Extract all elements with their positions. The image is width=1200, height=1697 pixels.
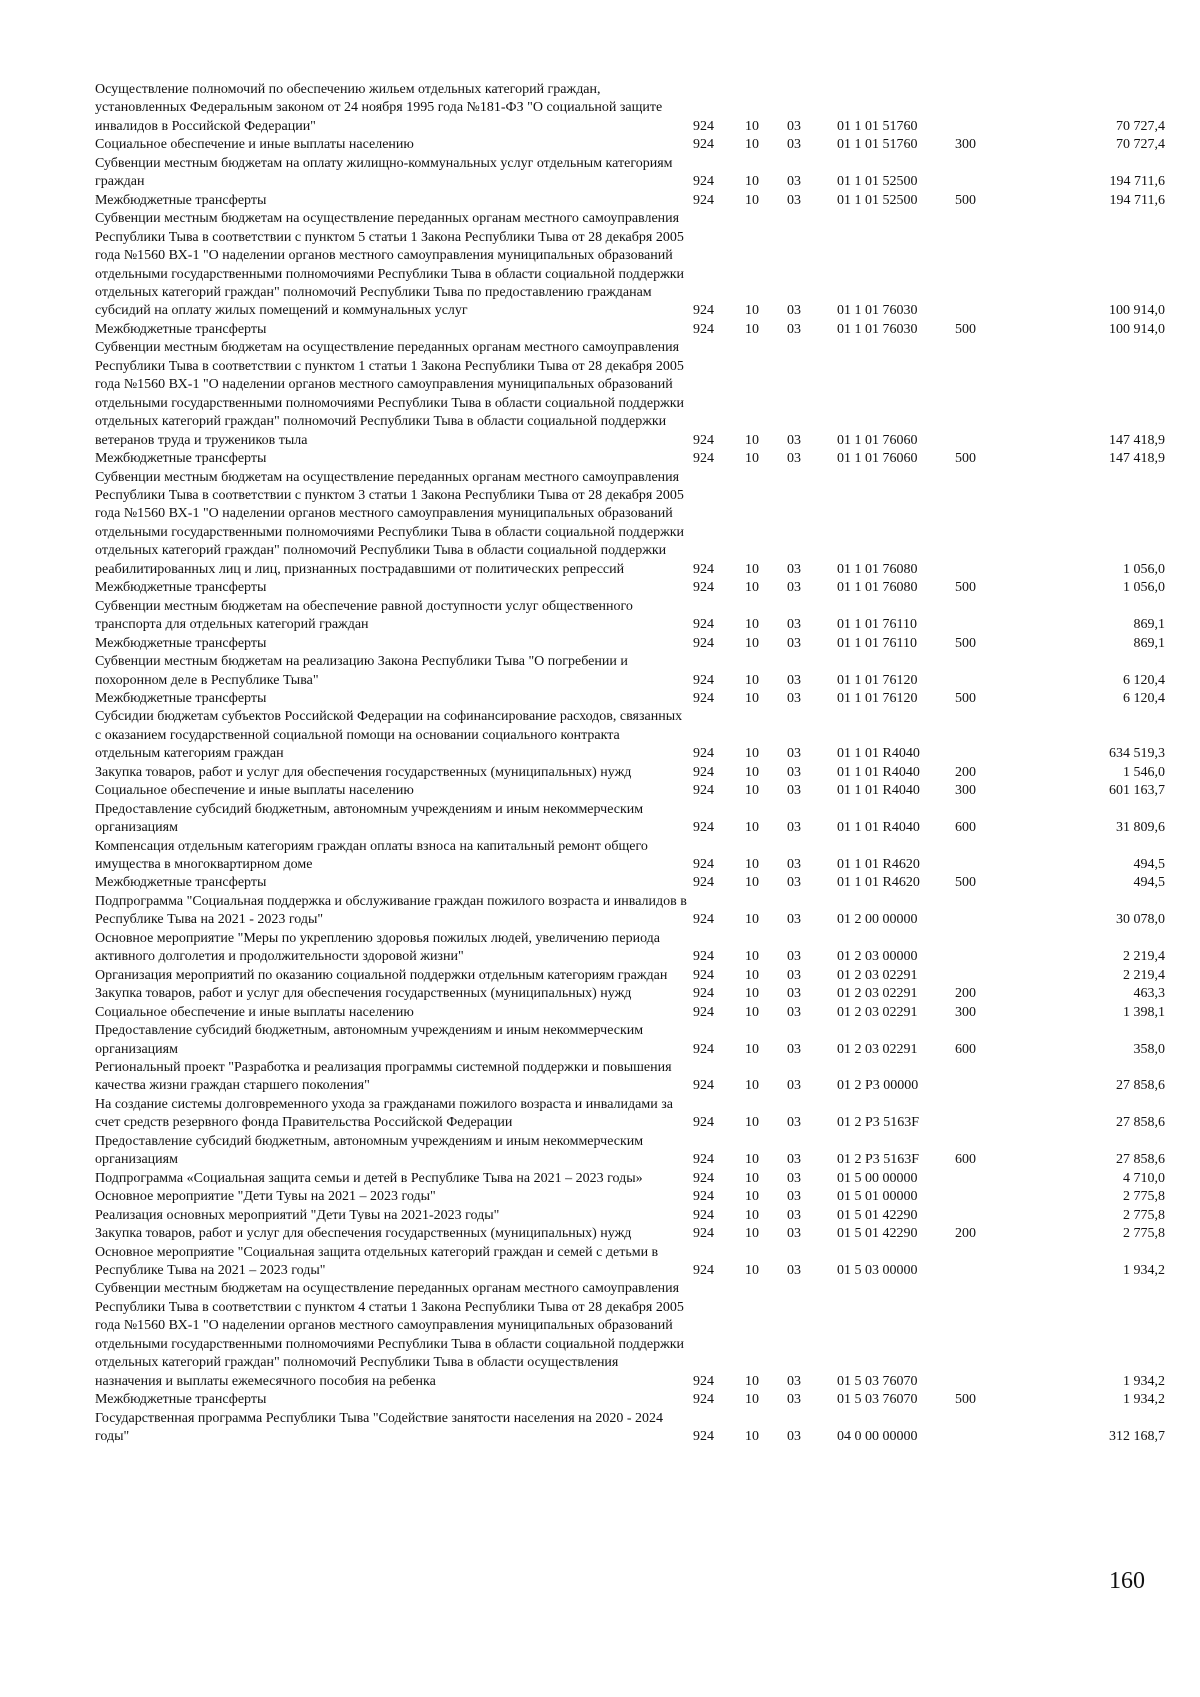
ministry-code: 924 bbox=[693, 764, 714, 780]
ministry-code: 924 bbox=[693, 1373, 714, 1389]
expense-name: Закупка товаров, работ и услуг для обеспечения государственных (муниципальных) нужд bbox=[95, 1226, 632, 1242]
expense-type-code: 200 bbox=[955, 986, 976, 1002]
table-row bbox=[95, 1096, 1165, 1133]
target-article-code: 01 1 01 76030 bbox=[837, 303, 918, 319]
subsection-code: 03 bbox=[787, 137, 801, 153]
amount: 358,0 bbox=[1133, 1041, 1165, 1057]
target-article-code: 01 1 01 52500 bbox=[837, 174, 918, 190]
amount: 31 809,6 bbox=[1116, 820, 1165, 836]
expense-type-code: 200 bbox=[955, 764, 976, 780]
subsection-code: 03 bbox=[787, 1152, 801, 1168]
subsection-code: 03 bbox=[787, 580, 801, 596]
section-code: 10 bbox=[745, 432, 759, 448]
section-code: 10 bbox=[745, 967, 759, 983]
page-number: 160 bbox=[1109, 1568, 1145, 1594]
target-article-code: 01 1 01 76060 bbox=[837, 451, 918, 467]
expense-name: Основное мероприятие "Меры по укреплению здоровья пожилых людей, увеличению периода активного долголетия и продолжительности здоровой жизни" bbox=[95, 930, 661, 965]
amount: 194 711,6 bbox=[1109, 192, 1165, 208]
expense-type-code bbox=[955, 598, 1015, 635]
expense-type-code bbox=[955, 155, 1015, 192]
table-row bbox=[95, 1188, 1165, 1206]
subsection-code: 03 bbox=[787, 303, 801, 319]
section-code: 10 bbox=[745, 1041, 759, 1057]
table-row bbox=[95, 155, 1165, 192]
table-row bbox=[95, 1410, 1165, 1447]
section-code: 10 bbox=[745, 137, 759, 153]
table-row bbox=[95, 635, 1165, 653]
ministry-code: 924 bbox=[693, 986, 714, 1002]
ministry-code: 924 bbox=[693, 690, 714, 706]
expense-type-code: 600 bbox=[955, 1041, 976, 1057]
budget-table-body bbox=[95, 81, 1165, 1447]
budget-table bbox=[95, 81, 1165, 1447]
table-row bbox=[95, 838, 1165, 875]
section-code: 10 bbox=[745, 912, 759, 928]
ministry-code: 924 bbox=[693, 1004, 714, 1020]
expense-type-code bbox=[955, 1096, 1015, 1133]
table-row bbox=[95, 1225, 1165, 1243]
expense-type-code bbox=[955, 1410, 1015, 1447]
table-row bbox=[95, 1022, 1165, 1059]
target-article-code: 01 1 01 76120 bbox=[837, 690, 918, 706]
amount: 147 418,9 bbox=[1109, 451, 1165, 467]
subsection-code: 03 bbox=[787, 1041, 801, 1057]
expense-name: Межбюджетные трансферты bbox=[95, 875, 267, 891]
expense-name: Субвенции местным бюджетам на оплату жилищно-коммунальных услуг отдельным категориям граждан bbox=[95, 155, 673, 190]
target-article-code: 01 1 01 76110 bbox=[837, 635, 917, 651]
subsection-code: 03 bbox=[787, 451, 801, 467]
subsection-code: 03 bbox=[787, 1115, 801, 1131]
target-article-code: 01 5 01 00000 bbox=[837, 1189, 918, 1205]
table-row bbox=[95, 782, 1165, 800]
expense-type-code bbox=[955, 1244, 1015, 1281]
ministry-code: 924 bbox=[693, 617, 714, 633]
ministry-code: 924 bbox=[693, 783, 714, 799]
table-row bbox=[95, 1244, 1165, 1281]
target-article-code: 01 1 01 76080 bbox=[837, 561, 918, 577]
table-row bbox=[95, 81, 1165, 136]
expense-name: Организация мероприятий по оказанию социальной поддержки отдельным категориям граждан bbox=[95, 967, 668, 983]
target-article-code: 01 1 01 R4620 bbox=[837, 857, 920, 873]
subsection-code: 03 bbox=[787, 690, 801, 706]
target-article-code: 01 2 03 02291 bbox=[837, 967, 918, 983]
table-row bbox=[95, 1170, 1165, 1188]
target-article-code: 01 5 03 00000 bbox=[837, 1263, 918, 1278]
table-row bbox=[95, 1059, 1165, 1096]
ministry-code: 924 bbox=[693, 174, 714, 190]
table-row bbox=[95, 136, 1165, 154]
amount: 1 056,0 bbox=[1123, 561, 1165, 577]
table-row bbox=[95, 469, 1165, 580]
amount: 312 168,7 bbox=[1109, 1429, 1165, 1445]
expense-name: Основное мероприятие "Социальная защита отдельных категорий граждан и семей с детьми в Республике Тыва на 2021 – 2023 годы" bbox=[95, 1244, 659, 1278]
amount: 1 934,2 bbox=[1123, 1373, 1165, 1389]
table-row bbox=[95, 653, 1165, 690]
expense-type-code: 500 bbox=[955, 690, 976, 706]
ministry-code: 924 bbox=[693, 1207, 714, 1223]
ministry-code: 924 bbox=[693, 967, 714, 983]
expense-type-code bbox=[955, 469, 1015, 580]
ministry-code: 924 bbox=[693, 192, 714, 208]
subsection-code: 03 bbox=[787, 1263, 801, 1278]
table-row bbox=[95, 598, 1165, 635]
table-row bbox=[95, 1133, 1165, 1170]
expense-name: Региональный проект "Разработка и реализация программы системной поддержки и повышения качества жизни граждан старшего поколения" bbox=[95, 1060, 672, 1094]
section-code: 10 bbox=[745, 764, 759, 780]
amount: 2 775,8 bbox=[1123, 1189, 1165, 1205]
expense-name: Социальное обеспечение и иные выплаты населению bbox=[95, 137, 414, 153]
table-row bbox=[95, 450, 1165, 468]
ministry-code: 924 bbox=[693, 321, 714, 337]
expense-name: Социальное обеспечение и иные выплаты населению bbox=[95, 1004, 414, 1020]
expense-name: На создание системы долговременного ухода за гражданами пожилого возраста и инвалидами за счет средств резервного фонда Правительства Российской Федерации bbox=[95, 1096, 673, 1131]
expense-name: Межбюджетные трансферты bbox=[95, 690, 267, 706]
target-article-code: 01 2 P3 5163F bbox=[837, 1115, 920, 1131]
target-article-code: 01 1 01 76080 bbox=[837, 580, 918, 596]
subsection-code: 03 bbox=[787, 635, 801, 651]
expense-type-code bbox=[955, 210, 1015, 321]
subsection-code: 03 bbox=[787, 746, 801, 762]
subsection-code: 03 bbox=[787, 432, 801, 448]
subsection-code: 03 bbox=[787, 1226, 801, 1242]
subsection-code: 03 bbox=[787, 1207, 801, 1223]
subsection-code: 03 bbox=[787, 321, 801, 337]
section-code: 10 bbox=[745, 857, 759, 873]
expense-type-code bbox=[955, 81, 1015, 136]
expense-name: Компенсация отдельным категориям граждан оплаты взноса на капитальный ремонт общего имущества в многоквартирном доме bbox=[95, 838, 648, 873]
table-row bbox=[95, 210, 1165, 321]
expense-type-code: 300 bbox=[955, 137, 976, 153]
amount: 869,1 bbox=[1133, 635, 1165, 651]
target-article-code: 01 5 01 42290 bbox=[837, 1226, 918, 1242]
amount: 1 398,1 bbox=[1123, 1004, 1165, 1020]
expense-type-code bbox=[955, 838, 1015, 875]
ministry-code: 924 bbox=[693, 820, 714, 836]
section-code: 10 bbox=[745, 1207, 759, 1223]
amount: 27 858,6 bbox=[1116, 1078, 1165, 1094]
subsection-code: 03 bbox=[787, 174, 801, 190]
table-row bbox=[95, 321, 1165, 339]
subsection-code: 03 bbox=[787, 967, 801, 983]
expense-name: Реализация основных мероприятий "Дети Тувы на 2021-2023 годы" bbox=[95, 1207, 500, 1223]
expense-type-code: 600 bbox=[955, 1152, 976, 1168]
expense-name: Предоставление субсидий бюджетным, автономным учреждениям и иным некоммерческим организациям bbox=[95, 1133, 644, 1168]
section-code: 10 bbox=[745, 783, 759, 799]
table-row bbox=[95, 764, 1165, 782]
subsection-code: 03 bbox=[787, 764, 801, 780]
table-row bbox=[95, 874, 1165, 892]
expense-name: Подпрограмма «Социальная защита семьи и детей в Республике Тыва на 2021 – 2023 годы» bbox=[95, 1170, 643, 1186]
amount: 6 120,4 bbox=[1123, 690, 1165, 706]
ministry-code: 924 bbox=[693, 672, 714, 688]
expense-type-code bbox=[955, 893, 1015, 930]
subsection-code: 03 bbox=[787, 949, 801, 965]
ministry-code: 924 bbox=[693, 580, 714, 596]
section-code: 10 bbox=[745, 1392, 759, 1408]
subsection-code: 03 bbox=[787, 1429, 801, 1445]
amount: 1 934,2 bbox=[1123, 1263, 1165, 1278]
ministry-code: 924 bbox=[693, 1152, 714, 1168]
target-article-code: 01 5 01 42290 bbox=[837, 1207, 918, 1223]
expense-name: Субвенции местным бюджетам на осуществление переданных органам местного самоуправления Республики Тыва в соответствии с пунктом 4 статьи 1 Закона Республики Тыва от 28 декабря 2005 года №1560 ВХ-1 "О наделении органов местного самоуправления муниципальных образований отдельными государственными полномочиями Республики Тыва в области социальной поддержки отдельных категорий граждан" полномочий Республики Тыва в области осуществления назначения и выплаты ежемесячного пособия на ребенка bbox=[95, 1281, 685, 1389]
expense-type-code bbox=[955, 967, 1015, 985]
amount: 4 710,0 bbox=[1123, 1170, 1165, 1186]
ministry-code: 924 bbox=[693, 451, 714, 467]
amount: 100 914,0 bbox=[1109, 303, 1165, 319]
section-code: 10 bbox=[745, 303, 759, 319]
subsection-code: 03 bbox=[787, 1392, 801, 1408]
target-article-code: 01 1 01 R4040 bbox=[837, 764, 920, 780]
subsection-code: 03 bbox=[787, 1004, 801, 1020]
expense-type-code: 500 bbox=[955, 192, 976, 208]
expense-name: Межбюджетные трансферты bbox=[95, 1392, 267, 1408]
expense-name: Межбюджетные трансферты bbox=[95, 192, 267, 208]
table-row bbox=[95, 708, 1165, 763]
target-article-code: 01 2 03 02291 bbox=[837, 986, 918, 1002]
amount: 27 858,6 bbox=[1116, 1152, 1165, 1168]
expense-name: Предоставление субсидий бюджетным, автономным учреждениям и иным некоммерческим организациям bbox=[95, 1023, 644, 1057]
expense-name: Подпрограмма "Социальная поддержка и обслуживание граждан пожилого возраста и инвалидов в Республике Тыва на 2021 - 2023 годы" bbox=[95, 893, 687, 928]
section-code: 10 bbox=[745, 1429, 759, 1445]
section-code: 10 bbox=[745, 617, 759, 633]
expense-type-code: 300 bbox=[955, 1004, 976, 1020]
amount: 27 858,6 bbox=[1116, 1115, 1165, 1131]
expense-name: Предоставление субсидий бюджетным, автономным учреждениям и иным некоммерческим организациям bbox=[95, 801, 644, 836]
section-code: 10 bbox=[745, 1263, 759, 1278]
section-code: 10 bbox=[745, 580, 759, 596]
ministry-code: 924 bbox=[693, 118, 714, 134]
amount: 1 934,2 bbox=[1123, 1392, 1165, 1408]
amount: 869,1 bbox=[1133, 617, 1165, 633]
amount: 147 418,9 bbox=[1109, 432, 1165, 448]
subsection-code: 03 bbox=[787, 118, 801, 134]
amount: 463,3 bbox=[1133, 986, 1165, 1002]
subsection-code: 03 bbox=[787, 820, 801, 836]
target-article-code: 01 1 01 R4040 bbox=[837, 783, 920, 799]
section-code: 10 bbox=[745, 635, 759, 651]
target-article-code: 01 2 P3 5163F bbox=[837, 1152, 920, 1168]
section-code: 10 bbox=[745, 451, 759, 467]
expense-name: Осуществление полномочий по обеспечению жильем отдельных категорий граждан, установленных Федеральным законом от 24 ноября 1995 года №181-ФЗ "О социальной защите инвалидов в Российской Федерации" bbox=[95, 82, 663, 134]
section-code: 10 bbox=[745, 174, 759, 190]
expense-type-code bbox=[955, 1188, 1015, 1206]
table-row bbox=[95, 893, 1165, 930]
table-row bbox=[95, 1004, 1165, 1022]
expense-name: Закупка товаров, работ и услуг для обеспечения государственных (муниципальных) нужд bbox=[95, 764, 632, 780]
expense-name: Межбюджетные трансферты bbox=[95, 635, 267, 651]
ministry-code: 924 bbox=[693, 1392, 714, 1408]
expense-name: Основное мероприятие "Дети Тувы на 2021 – 2023 годы" bbox=[95, 1189, 436, 1205]
expense-type-code: 200 bbox=[955, 1226, 976, 1242]
ministry-code: 924 bbox=[693, 857, 714, 873]
subsection-code: 03 bbox=[787, 617, 801, 633]
ministry-code: 924 bbox=[693, 432, 714, 448]
ministry-code: 924 bbox=[693, 1226, 714, 1242]
amount: 1 056,0 bbox=[1123, 580, 1165, 596]
ministry-code: 924 bbox=[693, 561, 714, 577]
target-article-code: 01 1 01 76120 bbox=[837, 672, 918, 688]
table-row bbox=[95, 1280, 1165, 1391]
expense-name: Субвенции местным бюджетам на обеспечение равной доступности услуг общественного транспорта для отдельных категорий граждан bbox=[95, 598, 633, 633]
amount: 494,5 bbox=[1133, 875, 1165, 891]
section-code: 10 bbox=[745, 1078, 759, 1094]
expense-name: Закупка товаров, работ и услуг для обеспечения государственных (муниципальных) нужд bbox=[95, 986, 632, 1002]
amount: 70 727,4 bbox=[1116, 118, 1165, 134]
ministry-code: 924 bbox=[693, 1041, 714, 1057]
amount: 6 120,4 bbox=[1123, 672, 1165, 688]
ministry-code: 924 bbox=[693, 1115, 714, 1131]
target-article-code: 01 5 03 76070 bbox=[837, 1373, 918, 1389]
target-article-code: 01 2 P3 00000 bbox=[837, 1078, 919, 1094]
table-row bbox=[95, 801, 1165, 838]
expense-name: Субвенции местным бюджетам на осуществление переданных органам местного самоуправления Республики Тыва в соответствии с пунктом 5 статьи 1 Закона Республики Тыва от 28 декабря 2005 года №1560 ВХ-1 "О наделении органов местного самоуправления муниципальных образований отдельными государственными полномочиями Республики Тыва в области социальной поддержки отдельных категорий граждан" полномочий Республики Тыва по предоставлению гражданам субсидий на оплату жилых помещений и коммунальных услуг bbox=[95, 211, 685, 319]
section-code: 10 bbox=[745, 1373, 759, 1389]
section-code: 10 bbox=[745, 1170, 759, 1186]
section-code: 10 bbox=[745, 746, 759, 762]
table-row bbox=[95, 192, 1165, 210]
section-code: 10 bbox=[745, 820, 759, 836]
ministry-code: 924 bbox=[693, 949, 714, 965]
target-article-code: 01 1 01 76060 bbox=[837, 432, 918, 448]
ministry-code: 924 bbox=[693, 1263, 714, 1278]
expense-name: Субвенции местным бюджетам на осуществление переданных органам местного самоуправления Республики Тыва в соответствии с пунктом 3 статьи 1 Закона Республики Тыва от 28 декабря 2005 года №1560 ВХ-1 "О наделении органов местного самоуправления муниципальных образований отдельными государственными полномочиями Республики Тыва в области социальной поддержки отдельных категорий граждан" полномочий Республики Тыва в области социальной поддержки реабилитированных лиц и лиц, признанных пострадавшими от политических репрессий bbox=[95, 469, 685, 577]
expense-type-code: 500 bbox=[955, 1392, 976, 1408]
expense-type-code bbox=[955, 1059, 1015, 1096]
target-article-code: 01 1 01 51760 bbox=[837, 118, 918, 134]
section-code: 10 bbox=[745, 875, 759, 891]
table-row bbox=[95, 339, 1165, 450]
expense-type-code bbox=[955, 1170, 1015, 1188]
subsection-code: 03 bbox=[787, 192, 801, 208]
subsection-code: 03 bbox=[787, 1078, 801, 1094]
ministry-code: 924 bbox=[693, 1078, 714, 1094]
target-article-code: 01 1 01 51760 bbox=[837, 137, 918, 153]
subsection-code: 03 bbox=[787, 1189, 801, 1205]
target-article-code: 01 2 00 00000 bbox=[837, 912, 918, 928]
amount: 194 711,6 bbox=[1109, 174, 1165, 190]
amount: 30 078,0 bbox=[1116, 912, 1165, 928]
amount: 601 163,7 bbox=[1109, 783, 1165, 799]
expense-name: Государственная программа Республики Тыва "Содействие занятости населения на 2020 - 2024 годы" bbox=[95, 1410, 664, 1445]
expense-name: Межбюджетные трансферты bbox=[95, 451, 267, 467]
subsection-code: 03 bbox=[787, 561, 801, 577]
ministry-code: 924 bbox=[693, 875, 714, 891]
expense-type-code: 500 bbox=[955, 321, 976, 337]
subsection-code: 03 bbox=[787, 1170, 801, 1186]
expense-type-code bbox=[955, 708, 1015, 763]
subsection-code: 03 bbox=[787, 783, 801, 799]
subsection-code: 03 bbox=[787, 986, 801, 1002]
expense-name: Межбюджетные трансферты bbox=[95, 321, 267, 337]
expense-type-code: 500 bbox=[955, 875, 976, 891]
subsection-code: 03 bbox=[787, 912, 801, 928]
ministry-code: 924 bbox=[693, 1429, 714, 1445]
expense-name: Субвенции местным бюджетам на реализацию Закона Республики Тыва "О погребении и похоронном деле в Республике Тыва" bbox=[95, 654, 628, 688]
subsection-code: 03 bbox=[787, 857, 801, 873]
amount: 1 546,0 bbox=[1123, 764, 1165, 780]
section-code: 10 bbox=[745, 949, 759, 965]
section-code: 10 bbox=[745, 690, 759, 706]
section-code: 10 bbox=[745, 672, 759, 688]
table-row bbox=[95, 579, 1165, 597]
amount: 2 219,4 bbox=[1123, 967, 1165, 983]
section-code: 10 bbox=[745, 192, 759, 208]
section-code: 10 bbox=[745, 561, 759, 577]
ministry-code: 924 bbox=[693, 1170, 714, 1186]
expense-type-code: 600 bbox=[955, 820, 976, 836]
subsection-code: 03 bbox=[787, 875, 801, 891]
target-article-code: 01 1 01 R4040 bbox=[837, 746, 920, 762]
amount: 2 219,4 bbox=[1123, 949, 1165, 965]
section-code: 10 bbox=[745, 1226, 759, 1242]
target-article-code: 01 1 01 R4040 bbox=[837, 820, 920, 836]
section-code: 10 bbox=[745, 118, 759, 134]
expense-type-code: 500 bbox=[955, 451, 976, 467]
expense-type-code: 500 bbox=[955, 635, 976, 651]
section-code: 10 bbox=[745, 1152, 759, 1168]
expense-name: Межбюджетные трансферты bbox=[95, 580, 267, 596]
subsection-code: 03 bbox=[787, 1373, 801, 1389]
target-article-code: 01 1 01 R4620 bbox=[837, 875, 920, 891]
expense-type-code bbox=[955, 1207, 1015, 1225]
expense-name: Субвенции местным бюджетам на осуществление переданных органам местного самоуправления Республики Тыва в соответствии с пунктом 1 статьи 1 Закона Республики Тыва от 28 декабря 2005 года №1560 ВХ-1 "О наделении органов местного самоуправления муниципальных образований отдельными государственными полномочиями Республики Тыва в области социальной поддержки отдельных категорий граждан" полномочий Республики Тыва в области социальной поддержки ветеранов труда и тружеников тыла bbox=[95, 340, 685, 448]
target-article-code: 01 2 03 02291 bbox=[837, 1004, 918, 1020]
target-article-code: 01 2 03 02291 bbox=[837, 1041, 918, 1057]
expense-type-code bbox=[955, 653, 1015, 690]
expense-type-code bbox=[955, 930, 1015, 967]
expense-type-code bbox=[955, 1280, 1015, 1391]
ministry-code: 924 bbox=[693, 303, 714, 319]
expense-name: Субсидии бюджетам субъектов Российской Федерации на софинансирование расходов, связанных с оказанием государственной социальной помощи на основании социального контракта отдельным категориям граждан bbox=[95, 709, 683, 762]
target-article-code: 01 5 03 76070 bbox=[837, 1392, 918, 1408]
ministry-code: 924 bbox=[693, 137, 714, 153]
table-row bbox=[95, 985, 1165, 1003]
section-code: 10 bbox=[745, 1115, 759, 1131]
amount: 2 775,8 bbox=[1123, 1226, 1165, 1242]
expense-type-code: 500 bbox=[955, 580, 976, 596]
table-row bbox=[95, 967, 1165, 985]
expense-type-code: 300 bbox=[955, 783, 976, 799]
amount: 634 519,3 bbox=[1109, 746, 1165, 762]
expense-type-code bbox=[955, 339, 1015, 450]
ministry-code: 924 bbox=[693, 746, 714, 762]
table-row bbox=[95, 1391, 1165, 1409]
target-article-code: 01 5 00 00000 bbox=[837, 1170, 918, 1186]
amount: 2 775,8 bbox=[1123, 1207, 1165, 1223]
table-row bbox=[95, 1207, 1165, 1225]
amount: 70 727,4 bbox=[1116, 137, 1165, 153]
target-article-code: 01 2 03 00000 bbox=[837, 949, 918, 965]
section-code: 10 bbox=[745, 1004, 759, 1020]
table-row bbox=[95, 690, 1165, 708]
ministry-code: 924 bbox=[693, 1189, 714, 1205]
section-code: 10 bbox=[745, 1189, 759, 1205]
ministry-code: 924 bbox=[693, 912, 714, 928]
target-article-code: 01 1 01 76030 bbox=[837, 321, 918, 337]
subsection-code: 03 bbox=[787, 672, 801, 688]
target-article-code: 04 0 00 00000 bbox=[837, 1429, 918, 1445]
ministry-code: 924 bbox=[693, 635, 714, 651]
target-article-code: 01 1 01 52500 bbox=[837, 192, 918, 208]
amount: 494,5 bbox=[1133, 857, 1165, 873]
target-article-code: 01 1 01 76110 bbox=[837, 617, 917, 633]
section-code: 10 bbox=[745, 321, 759, 337]
expense-name: Социальное обеспечение и иные выплаты населению bbox=[95, 783, 414, 799]
amount: 100 914,0 bbox=[1109, 321, 1165, 337]
section-code: 10 bbox=[745, 986, 759, 1002]
table-row bbox=[95, 930, 1165, 967]
